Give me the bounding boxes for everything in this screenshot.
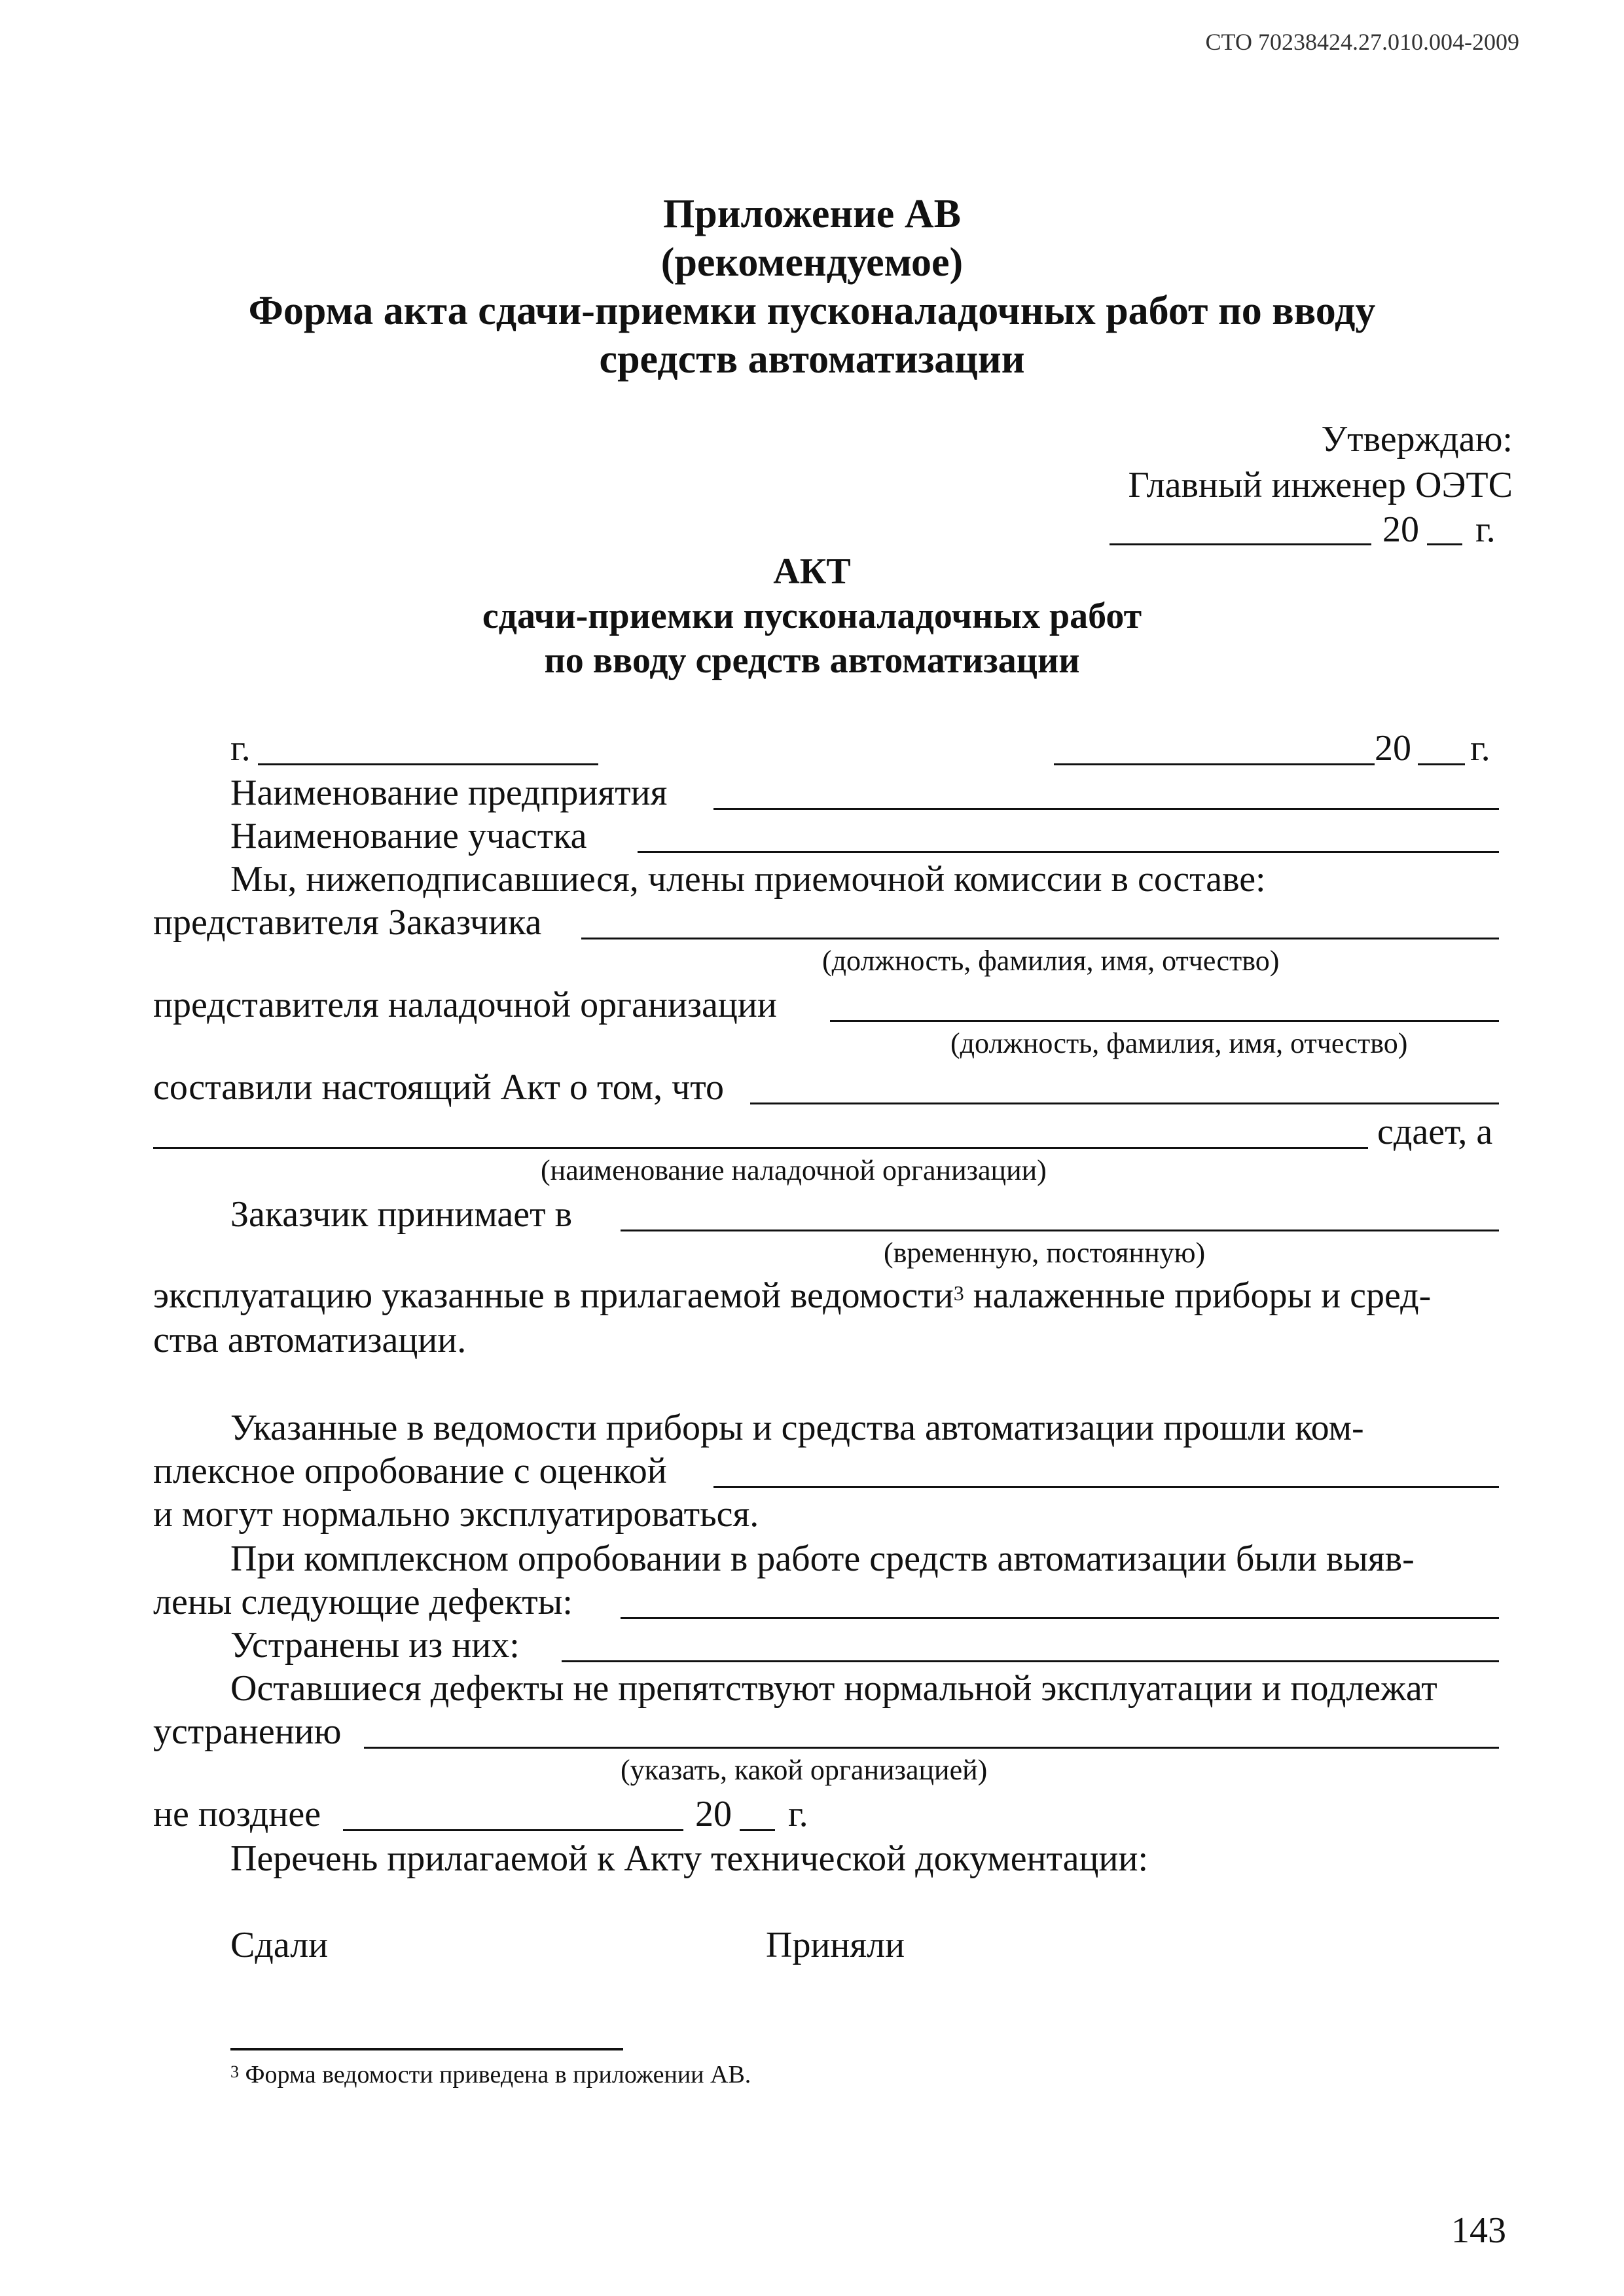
approval-year-suffix: г. — [1475, 509, 1496, 550]
city-prefix: г. — [230, 728, 251, 769]
elimination-hint: (указать, какой организацией) — [621, 1754, 988, 1786]
tested-text-line1: Указанные в ведомости приборы и средства автоматизации прошли ком- — [230, 1408, 1364, 1448]
defects-blank — [621, 1617, 1499, 1619]
tested-text-line2: плексное опробование с оценкой — [153, 1451, 667, 1491]
operation-text-part1: эксплуатацию указанные в прилагаемой ведомости — [153, 1275, 954, 1316]
date-blank — [1054, 763, 1375, 765]
operation-mode-hint: (временную, постоянную) — [884, 1237, 1206, 1269]
fixed-label: Устранены из них: — [230, 1625, 520, 1666]
elimination-blank — [364, 1747, 1499, 1749]
deadline-label: не позднее — [153, 1794, 321, 1834]
customer-rep-hint: (должность, фамилия, имя, отчество) — [822, 945, 1280, 977]
setup-org-rep-label: представителя наладочной организации — [153, 985, 777, 1025]
operation-mode-blank — [621, 1230, 1499, 1231]
date-suffix: г. — [1470, 728, 1490, 769]
footnote — [230, 2058, 751, 2091]
date-year-blank — [1418, 763, 1465, 765]
accepted-label: Приняли — [766, 1925, 905, 1965]
customer-rep-label: представителя Заказчика — [153, 902, 542, 943]
operation-text-line2: ства автоматизации. — [153, 1320, 467, 1360]
customer-rep-blank — [581, 938, 1499, 939]
defects-text-line2: лены следующие дефекты: — [153, 1582, 573, 1622]
elimination-label: устранению — [153, 1711, 342, 1752]
footnote-reference: 3 — [953, 1281, 964, 1305]
setup-org-name-blank — [153, 1147, 1368, 1149]
remaining-text: Оставшиеся дефекты не препятствуют нормальной эксплуатации и подлежат — [230, 1668, 1437, 1709]
city-blank — [258, 763, 598, 765]
tested-text-line3: и могут нормально эксплуатироваться. — [153, 1494, 759, 1535]
act-subtitle-line2: по вводу средств автоматизации — [544, 640, 1080, 681]
act-subtitle-line1: сдачи-приемки пусконаладочных работ — [482, 596, 1142, 636]
act-title: АКТ — [773, 551, 851, 592]
approval-label: Утверждаю: — [1321, 419, 1513, 460]
customer-accepts-label: Заказчик принимает в — [230, 1194, 573, 1235]
operation-text-part2: налаженные приборы и сред- — [964, 1275, 1432, 1316]
handed-label: Сдали — [230, 1925, 329, 1965]
setup-org-rep-hint: (должность, фамилия, имя, отчество) — [950, 1027, 1408, 1059]
setup-org-hint: (наименование наладочной организации) — [541, 1154, 1047, 1186]
appendix-type: (рекомендуемое) — [660, 240, 964, 285]
footnote-text: Форма ведомости приведена в приложении АВ. — [245, 2061, 751, 2088]
appendix-subtitle-line1: Форма акта сдачи-приемки пусконаладочных работ по вводу — [248, 289, 1376, 333]
appendix-subtitle-line2: средств автоматизации — [599, 337, 1025, 382]
hands-over-text: сдает, а — [1377, 1112, 1493, 1152]
docs-list-text: Перечень прилагаемой к Акту технической документации: — [230, 1838, 1148, 1879]
evaluation-blank — [713, 1486, 1499, 1488]
operation-text-line1 — [153, 1273, 1431, 1319]
page-number: 143 — [1451, 2210, 1506, 2251]
date-year: 20 — [1375, 728, 1411, 769]
approval-signature-blank — [1110, 543, 1371, 545]
deadline-year: 20 — [695, 1794, 732, 1834]
appendix-title: Приложение АВ — [663, 192, 961, 236]
deadline-year-blank — [740, 1829, 775, 1831]
compiled-label: составили настоящий Акт о том, что — [153, 1067, 724, 1108]
deadline-suffix: г. — [788, 1794, 808, 1834]
fixed-blank — [562, 1660, 1499, 1662]
site-label: Наименование участка — [230, 816, 587, 856]
site-blank — [638, 851, 1499, 853]
document-code: СТО 70238424.27.010.004-2009 — [1205, 29, 1519, 55]
deadline-date-blank — [343, 1829, 683, 1831]
footnote-number: 3 — [230, 2062, 239, 2081]
approval-position: Главный инженер ОЭТС — [1128, 465, 1513, 505]
defects-text-line1: При комплексном опробовании в работе средств автоматизации были выяв- — [230, 1539, 1415, 1579]
approval-year-blank — [1427, 543, 1462, 545]
compiled-blank — [750, 1102, 1499, 1104]
commission-text: Мы, нижеподписавшиеся, члены приемочной комиссии в составе: — [230, 859, 1266, 900]
footnote-separator — [230, 2048, 623, 2050]
enterprise-blank — [713, 808, 1499, 810]
enterprise-label: Наименование предприятия — [230, 773, 668, 813]
approval-year-prefix: 20 — [1382, 509, 1419, 550]
setup-org-rep-blank — [830, 1020, 1499, 1022]
